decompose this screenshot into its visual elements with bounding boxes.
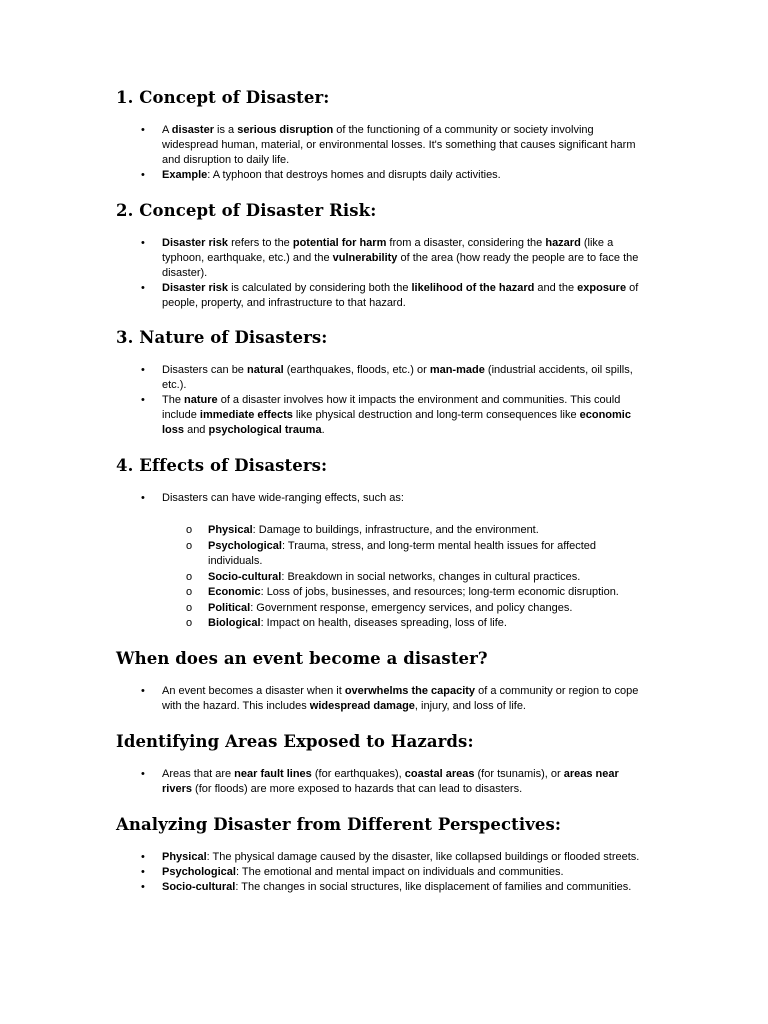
text-run: of the functioning of a community or society involving widespread human, material, or environmental losses. It's something that causes significant harm and disruption to daily life. xyxy=(162,124,636,166)
bold-text: Disaster risk xyxy=(162,237,229,249)
list-item xyxy=(116,281,640,311)
bold-text: Political xyxy=(208,601,251,614)
text-run: An event becomes a disaster when it xyxy=(162,685,345,697)
list-item xyxy=(116,850,640,865)
section-heading: 1. Concept of Disaster: xyxy=(116,88,330,107)
bold-text: disaster xyxy=(171,124,214,136)
section-heading: 4. Effects of Disasters: xyxy=(116,456,328,475)
sub-list-item xyxy=(116,570,648,586)
list-item xyxy=(116,236,640,281)
text-run: : Government response, emergency services, and policy changes. xyxy=(250,601,573,614)
text-run: : Loss of jobs, businesses, and resources; long-term economic disruption. xyxy=(260,586,619,598)
list-item xyxy=(116,491,640,506)
text-run: (earthquakes, floods, etc.) or xyxy=(283,364,430,376)
bullet-list xyxy=(116,491,656,506)
sub-list-item xyxy=(116,523,648,539)
bold-text: overwhelms the capacity xyxy=(344,685,476,697)
section-when-event-becomes-disaster xyxy=(116,649,656,714)
text-run: like physical destruction and long-term consequences like xyxy=(292,409,580,421)
sub-list-item xyxy=(116,539,648,570)
text-run: Disasters can have wide-ranging effects, such as: xyxy=(162,492,404,504)
bullet-list xyxy=(116,684,656,714)
section-analyzing-perspectives xyxy=(116,815,656,895)
section-concept-of-disaster xyxy=(116,88,656,183)
text-run: , injury, and loss of life. xyxy=(414,700,526,712)
bold-text: Psychological xyxy=(208,539,282,552)
text-run: . xyxy=(321,424,325,436)
sub-list-item xyxy=(116,616,648,632)
text-run: : A typhoon that destroys homes and disrupts daily activities. xyxy=(207,169,501,181)
bold-text: Economic xyxy=(208,586,261,598)
list-item xyxy=(116,393,640,438)
section-heading: Analyzing Disaster from Different Perspectives: xyxy=(116,815,562,834)
list-item xyxy=(116,168,640,183)
bullet-list xyxy=(116,236,656,311)
list-item xyxy=(116,767,640,797)
bold-text: psychological trauma xyxy=(208,424,322,436)
section-concept-of-disaster-risk xyxy=(116,201,656,311)
text-run: (like a typhoon, earthquake, etc.) and the xyxy=(162,237,614,264)
text-run: : Impact on health, diseases spreading, loss of life. xyxy=(260,617,507,629)
bold-text: Example xyxy=(162,169,208,181)
text-run: is a xyxy=(214,124,238,136)
sub-list-item xyxy=(116,585,648,601)
list-item xyxy=(116,865,640,880)
text-run: The xyxy=(162,394,185,406)
text-run: (for tsunamis), or xyxy=(474,768,564,780)
text-run: of a disaster involves how it impacts the environment and communities. This could include xyxy=(162,394,621,421)
section-identifying-exposed-areas xyxy=(116,732,656,797)
bullet-list xyxy=(116,363,656,438)
bold-text: Socio-cultural xyxy=(162,881,236,893)
list-item xyxy=(116,123,640,168)
bold-text: vulnerability xyxy=(332,252,398,264)
text-run: refers to the xyxy=(228,237,293,249)
text-run: of people, property, and infrastructure to that hazard. xyxy=(162,282,639,309)
text-run: Disasters can be xyxy=(162,364,247,376)
text-run: : The physical damage caused by the disaster, like collapsed buildings or flooded streets. xyxy=(206,851,640,863)
text-run: (for earthquakes), xyxy=(311,768,405,780)
text-run: is calculated by considering both the xyxy=(228,282,412,294)
sub-bullet-list xyxy=(116,523,656,632)
text-run: of a community or region to cope with the hazard. This includes xyxy=(162,685,639,712)
text-run: : The emotional and mental impact on individuals and communities. xyxy=(235,866,564,878)
text-run: and xyxy=(184,424,209,436)
text-run: : Damage to buildings, infrastructure, and the environment. xyxy=(252,524,539,536)
bold-text: likelihood of the hazard xyxy=(411,282,535,294)
bullet-list xyxy=(116,767,656,797)
text-run: (industrial accidents, oil spills, etc.). xyxy=(162,364,633,391)
bold-text: man-made xyxy=(429,364,485,376)
bold-text: immediate effects xyxy=(199,409,293,421)
bold-text: Disaster risk xyxy=(162,282,229,294)
bold-text: Socio-cultural xyxy=(208,570,282,583)
list-item xyxy=(116,880,640,895)
bold-text: widespread damage xyxy=(309,700,415,712)
section-nature-of-disasters xyxy=(116,328,656,438)
bullet-list xyxy=(116,850,656,895)
section-heading: Identifying Areas Exposed to Hazards: xyxy=(116,732,474,751)
text-run: : The changes in social structures, like displacement of families and communities. xyxy=(235,881,632,893)
list-item xyxy=(116,684,640,714)
bold-text: Biological xyxy=(208,617,261,629)
section-effects-of-disasters xyxy=(116,456,656,632)
sub-list-item xyxy=(116,601,648,617)
bold-text: hazard xyxy=(545,237,581,249)
section-heading: When does an event become a disaster? xyxy=(116,649,488,668)
bold-text: serious disruption xyxy=(237,124,334,136)
text-run: from a disaster, considering the xyxy=(386,237,546,249)
bold-text: natural xyxy=(246,364,284,376)
bold-text: coastal areas xyxy=(404,768,475,780)
text-run: A xyxy=(162,124,172,136)
text-run: of the area (how ready the people are to face the disaster). xyxy=(162,252,639,279)
bold-text: economic loss xyxy=(162,409,631,436)
list-item xyxy=(116,363,640,393)
text-run: and the xyxy=(534,282,578,294)
bold-text: near fault lines xyxy=(234,768,312,780)
bold-text: Physical xyxy=(208,524,253,536)
bold-text: nature xyxy=(184,394,218,406)
text-run: (for floods) are more exposed to hazards that can lead to disasters. xyxy=(191,783,523,795)
text-run: : Breakdown in social networks, changes in cultural practices. xyxy=(281,570,581,583)
bold-text: Psychological xyxy=(162,866,236,878)
text-run: Areas that are xyxy=(162,768,235,780)
section-heading: 3. Nature of Disasters: xyxy=(116,328,328,347)
bold-text: potential for harm xyxy=(292,237,387,249)
bullet-list xyxy=(116,123,656,183)
bold-text: exposure xyxy=(577,282,627,294)
bold-text: areas near rivers xyxy=(162,768,619,795)
section-heading: 2. Concept of Disaster Risk: xyxy=(116,201,377,220)
bold-text: Physical xyxy=(162,851,207,863)
text-run: : Trauma, stress, and long-term mental health issues for affected individuals. xyxy=(208,539,597,567)
